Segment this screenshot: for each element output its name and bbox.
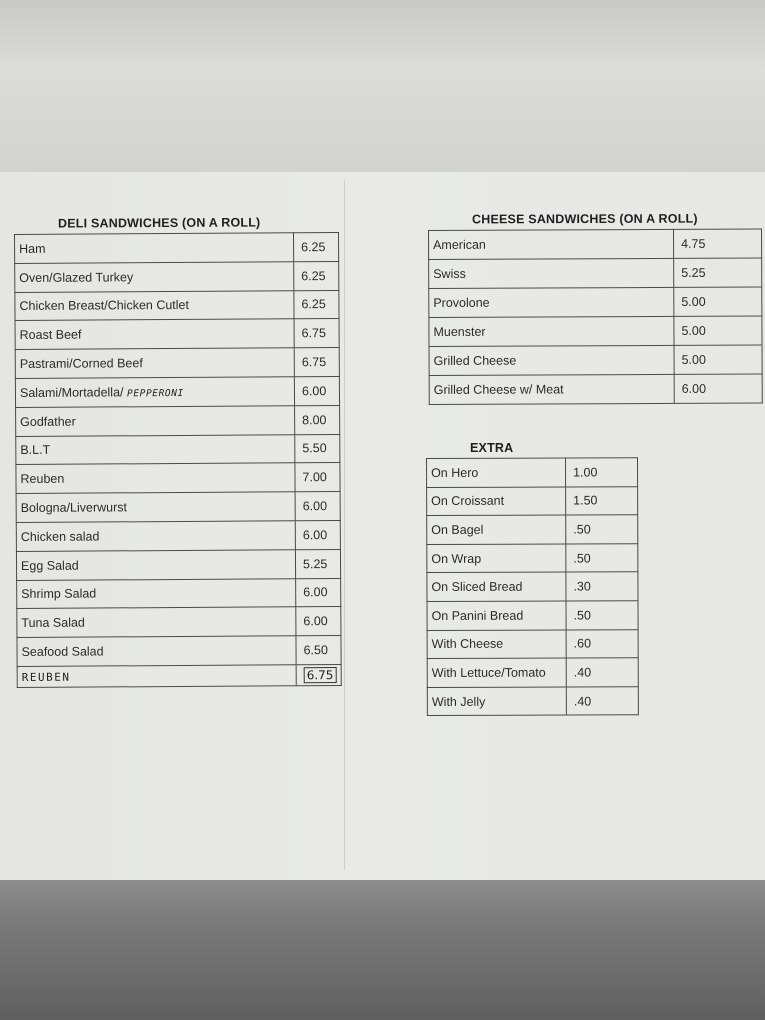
counter-background-bottom bbox=[0, 880, 765, 1020]
item-price: .50 bbox=[566, 515, 638, 544]
item-price: 5.25 bbox=[295, 549, 340, 578]
table-row bbox=[429, 258, 762, 288]
item-name: Ham bbox=[15, 233, 294, 264]
table-row bbox=[427, 572, 638, 601]
item-price: 1.00 bbox=[566, 458, 638, 487]
item-price: 6.25 bbox=[294, 261, 339, 290]
deli-sandwiches-heading: DELI SANDWICHES (ON A ROLL) bbox=[57, 215, 261, 231]
item-name: On Bagel bbox=[427, 515, 566, 544]
table-row bbox=[15, 233, 339, 264]
item-name: Godfather bbox=[16, 406, 295, 437]
item-name: Provolone bbox=[429, 287, 674, 317]
item-price: 6.50 bbox=[296, 636, 341, 665]
item-price: 5.00 bbox=[674, 287, 762, 316]
deli-sandwiches-table bbox=[14, 232, 341, 688]
table-row bbox=[16, 434, 340, 465]
item-price: .40 bbox=[566, 658, 638, 687]
cheese-sandwiches-table bbox=[428, 229, 763, 405]
item-name: With Jelly bbox=[427, 687, 566, 716]
item-price: 6.00 bbox=[294, 377, 339, 406]
table-row bbox=[429, 374, 762, 404]
item-name bbox=[17, 665, 296, 688]
item-price: 5.00 bbox=[674, 316, 762, 345]
item-price: 6.00 bbox=[296, 578, 341, 607]
cheese-sandwiches-heading: CHEESE SANDWICHES (ON A ROLL) bbox=[471, 211, 698, 227]
item-name: Grilled Cheese bbox=[429, 345, 674, 375]
item-price: 5.00 bbox=[674, 345, 762, 374]
table-row bbox=[427, 458, 638, 487]
item-name: B.L.T bbox=[16, 434, 295, 465]
extra-heading: EXTRA bbox=[470, 441, 514, 455]
item-name: Tuna Salad bbox=[17, 607, 296, 638]
handwritten-item-name: REUBEN bbox=[21, 670, 71, 684]
table-row bbox=[17, 607, 341, 638]
item-name: Oven/Glazed Turkey bbox=[15, 262, 294, 293]
item-name: On Croissant bbox=[427, 487, 566, 516]
table-row bbox=[17, 636, 341, 667]
item-price: 6.00 bbox=[295, 492, 340, 521]
item-name: Roast Beef bbox=[15, 319, 294, 350]
table-row bbox=[427, 687, 638, 716]
item-name: On Sliced Bread bbox=[427, 572, 566, 601]
item-name-printed: Salami/Mortadella/ bbox=[19, 385, 124, 400]
item-name: Shrimp Salad bbox=[17, 578, 296, 609]
table-row bbox=[16, 492, 340, 523]
wall-background-top bbox=[0, 0, 765, 175]
item-name: On Panini Bread bbox=[427, 601, 566, 630]
item-price: .50 bbox=[566, 544, 638, 573]
item-price: 6.25 bbox=[294, 290, 339, 319]
item-price: 4.75 bbox=[673, 229, 761, 258]
table-row bbox=[429, 287, 762, 317]
table-row bbox=[15, 377, 339, 408]
item-price: .40 bbox=[566, 687, 638, 716]
item-price: 8.00 bbox=[295, 405, 340, 434]
table-row bbox=[427, 601, 638, 630]
item-name: With Lettuce/Tomato bbox=[427, 658, 566, 687]
table-row bbox=[16, 520, 340, 551]
item-name: On Hero bbox=[427, 458, 566, 487]
item-name: On Wrap bbox=[427, 544, 566, 573]
handwritten-item-price: 6.75 bbox=[304, 667, 337, 683]
item-name: Seafood Salad bbox=[17, 636, 296, 667]
item-name: Egg Salad bbox=[16, 550, 295, 581]
table-row bbox=[429, 345, 762, 375]
table-row bbox=[427, 486, 638, 515]
extra-table bbox=[426, 457, 639, 716]
table-row bbox=[429, 316, 762, 346]
table-row bbox=[15, 290, 339, 321]
item-price: 6.75 bbox=[294, 319, 339, 348]
item-price: .30 bbox=[566, 572, 638, 601]
item-name: Grilled Cheese w/ Meat bbox=[429, 374, 674, 404]
item-price: 6.00 bbox=[674, 374, 762, 403]
table-row bbox=[427, 544, 638, 573]
table-row bbox=[427, 629, 638, 658]
table-row bbox=[16, 549, 340, 580]
item-name: Muenster bbox=[429, 316, 674, 346]
table-row bbox=[429, 229, 762, 259]
table-row bbox=[15, 261, 339, 292]
table-row bbox=[16, 405, 340, 436]
item-price: .60 bbox=[566, 629, 638, 658]
item-price: 1.50 bbox=[566, 486, 638, 515]
item-name: American bbox=[429, 229, 674, 259]
table-row bbox=[15, 348, 339, 379]
item-price: .50 bbox=[566, 601, 638, 630]
item-price bbox=[296, 664, 341, 685]
item-price: 5.25 bbox=[674, 258, 762, 287]
item-price: 6.00 bbox=[295, 520, 340, 549]
item-price: 7.00 bbox=[295, 463, 340, 492]
item-name: Chicken salad bbox=[16, 521, 295, 552]
item-name: Pastrami/Corned Beef bbox=[15, 348, 294, 379]
table-row bbox=[15, 319, 339, 350]
item-name: Reuben bbox=[16, 463, 295, 494]
item-price: 5.50 bbox=[295, 434, 340, 463]
handwritten-addition: PEPPERONI bbox=[126, 387, 184, 400]
paper-fold-line bbox=[344, 180, 345, 870]
item-price: 6.75 bbox=[294, 348, 339, 377]
table-row bbox=[16, 463, 340, 494]
item-name: Swiss bbox=[429, 258, 674, 288]
item-name: Bologna/Liverwurst bbox=[16, 492, 295, 523]
item-price: 6.25 bbox=[293, 233, 338, 262]
handwritten-table-row bbox=[17, 664, 341, 687]
item-price: 6.00 bbox=[296, 607, 341, 636]
table-row bbox=[427, 658, 638, 687]
item-name: With Cheese bbox=[427, 630, 566, 659]
item-name: Chicken Breast/Chicken Cutlet bbox=[15, 290, 294, 321]
table-row bbox=[427, 515, 638, 544]
table-row bbox=[17, 578, 341, 609]
item-name bbox=[15, 377, 294, 408]
